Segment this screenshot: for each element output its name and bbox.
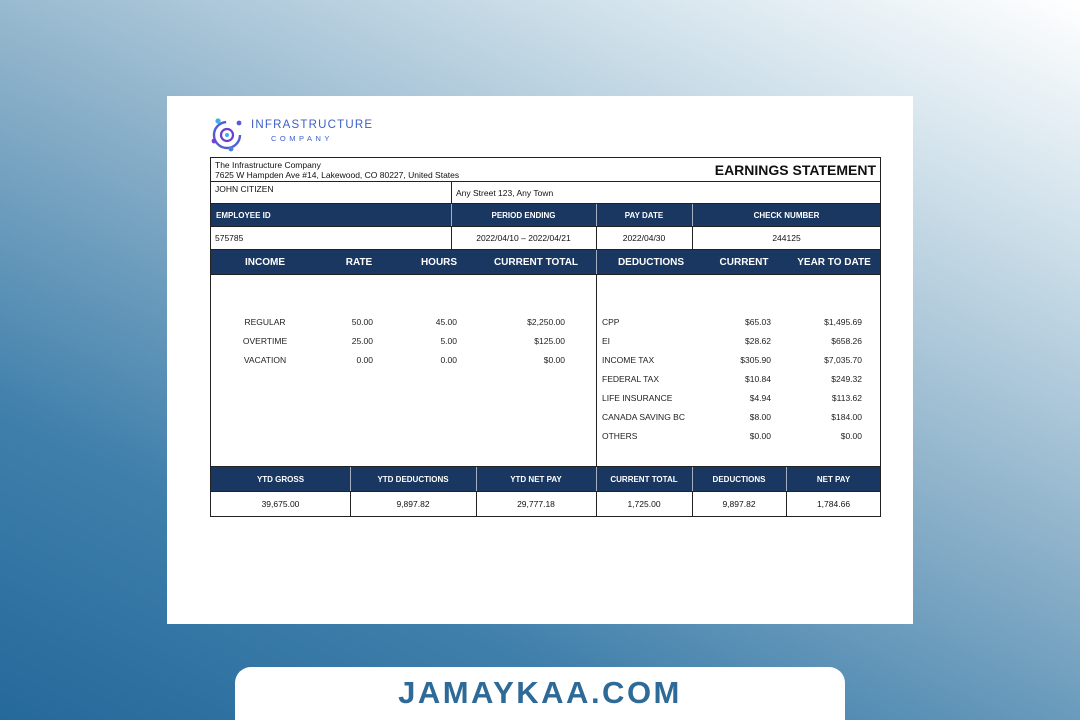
logo-mark-icon <box>209 115 247 155</box>
employee-id-value: 575785 <box>215 233 244 243</box>
deduction-ytd: $0.00 <box>840 431 862 441</box>
check-number-header: CHECK NUMBER <box>753 210 820 220</box>
deduction-label: EI <box>602 336 611 346</box>
employee-row <box>210 181 881 204</box>
company-header-row <box>210 157 881 182</box>
income-hours: 5.00 <box>440 336 457 346</box>
deduction-label: FEDERAL TAX <box>602 374 659 384</box>
company-logo <box>209 115 374 155</box>
ytd-deductions-value: 9,897.82 <box>396 499 430 509</box>
period-ending-header: PERIOD ENDING <box>491 210 556 220</box>
income-hours: 0.00 <box>440 355 457 365</box>
hours-header: HOURS <box>420 256 458 268</box>
employee-id-header: EMPLOYEE ID <box>216 210 271 220</box>
income-label: OVERTIME <box>242 336 288 346</box>
period-ending-value: 2022/04/10 – 2022/04/21 <box>476 233 571 243</box>
earnings-statement-sheet <box>167 96 913 624</box>
ytd-gross-value: 39,675.00 <box>261 499 300 509</box>
employee-name: JOHN CITIZEN <box>215 184 274 194</box>
rate-header: RATE <box>345 256 373 268</box>
deduction-ytd: $658.26 <box>831 336 862 346</box>
income-rate: 50.00 <box>351 317 373 327</box>
deduction-ytd: $249.32 <box>831 374 862 384</box>
deduction-label: CPP <box>602 317 620 327</box>
income-total: $2,250.00 <box>527 317 565 327</box>
employee-address: Any Street 123, Any Town <box>456 188 554 198</box>
net-pay-header: NET PAY <box>816 474 851 484</box>
income-hours: 45.00 <box>435 317 457 327</box>
summary-deductions-header: DEDUCTIONS <box>712 474 766 484</box>
deduction-current: $8.00 <box>749 412 771 422</box>
deduction-ytd: $113.62 <box>831 393 862 403</box>
deduction-current: $28.62 <box>745 336 771 346</box>
pay-date-value: 2022/04/30 <box>622 233 666 243</box>
deduction-label: OTHERS <box>602 431 638 441</box>
summary-header-row <box>210 466 881 492</box>
ytd-net-pay-header: YTD NET PAY <box>510 474 562 484</box>
income-label: VACATION <box>243 355 287 365</box>
income-total: $125.00 <box>534 336 565 346</box>
income-rate: 0.00 <box>356 355 373 365</box>
statement-title: EARNINGS STATEMENT <box>714 162 876 178</box>
deductions-header: DEDUCTIONS <box>617 256 685 268</box>
logo-name: INFRASTRUCTURE <box>251 119 374 131</box>
deduction-label: CANADA SAVING BC <box>602 412 685 422</box>
current-header: CURRENT <box>719 256 769 268</box>
deduction-ytd: $184.00 <box>831 412 862 422</box>
divider <box>596 250 597 274</box>
current-total-header: CURRENT TOTAL <box>493 256 579 268</box>
income-total: $0.00 <box>543 355 565 365</box>
deduction-ytd: $1,495.69 <box>824 317 862 327</box>
deduction-current: $305.90 <box>740 355 771 365</box>
company-name: The Infrastructure Company <box>215 160 321 170</box>
site-banner <box>235 667 845 720</box>
summary-current-total-header: CURRENT TOTAL <box>610 474 678 484</box>
summary-current-total-value: 1,725.00 <box>627 499 661 509</box>
summary-deductions-value: 9,897.82 <box>722 499 756 509</box>
divider <box>451 182 452 203</box>
income-header: INCOME <box>245 256 285 268</box>
ytd-net-pay-value: 29,777.18 <box>517 499 555 509</box>
pay-date-header: PAY DATE <box>624 210 664 220</box>
info-values-row <box>210 226 881 250</box>
check-number-value: 244125 <box>772 233 801 243</box>
deduction-current: $0.00 <box>749 431 771 441</box>
earnings-header-row <box>210 249 881 275</box>
deduction-label: LIFE INSURANCE <box>602 393 673 403</box>
income-label: REGULAR <box>244 317 286 327</box>
divider <box>596 275 597 466</box>
deduction-current: $10.84 <box>745 374 771 384</box>
site-url: JAMAYKAA.COM <box>398 675 682 710</box>
summary-values-row <box>210 491 881 517</box>
deduction-current: $65.03 <box>745 317 771 327</box>
deduction-label: INCOME TAX <box>602 355 655 365</box>
deduction-ytd: $7,035.70 <box>824 355 862 365</box>
company-address: 7625 W Hampden Ave #14, Lakewood, CO 80227, United States <box>215 170 460 180</box>
year-to-date-header: YEAR TO DATE <box>797 256 871 268</box>
info-header-row <box>210 203 881 227</box>
logo-subtitle: COMPANY <box>271 134 333 143</box>
income-rate: 25.00 <box>351 336 373 346</box>
earnings-body <box>210 274 881 467</box>
deduction-current: $4.94 <box>749 393 771 403</box>
ytd-deductions-header: YTD DEDUCTIONS <box>377 474 449 484</box>
net-pay-value: 1,784.66 <box>816 499 851 509</box>
ytd-gross-header: YTD GROSS <box>256 474 305 484</box>
